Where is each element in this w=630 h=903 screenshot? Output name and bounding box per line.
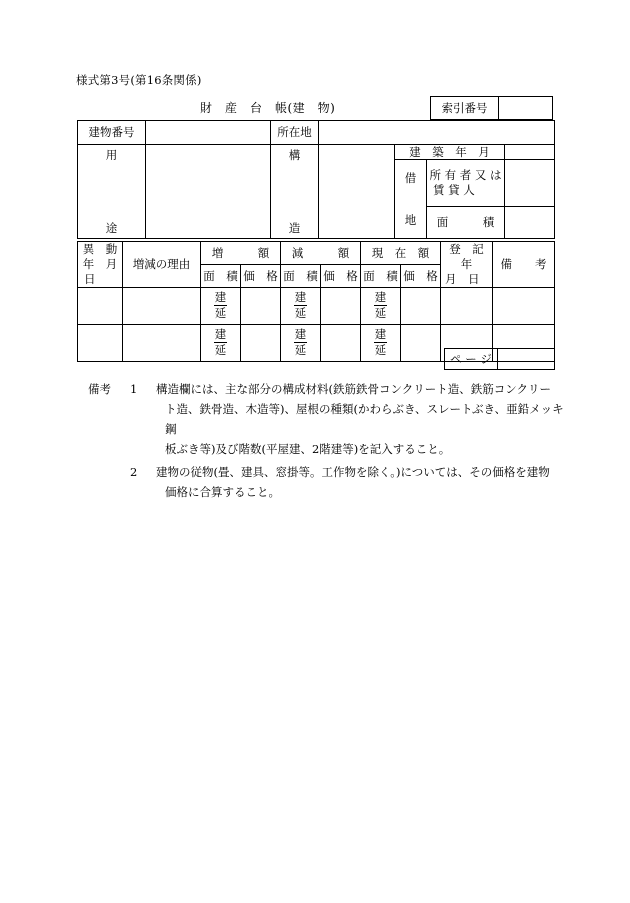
area-ken-label: 建 bbox=[294, 290, 308, 307]
column-header-current: 現 在 額 bbox=[361, 242, 441, 265]
table-row bbox=[445, 349, 555, 370]
note-line: 価格に合算すること。 bbox=[165, 484, 280, 499]
change-date-line3: 日 bbox=[84, 271, 96, 286]
area-ken-label: 建 bbox=[214, 290, 228, 307]
table-row bbox=[78, 287, 555, 324]
owner-or-lessor-label-line2: 賃 貸 人 bbox=[433, 183, 475, 198]
note-body-1 bbox=[156, 379, 568, 460]
notes-section bbox=[88, 379, 568, 502]
owner-or-lessor-label-line1: 所 有 者 又 は bbox=[429, 168, 502, 183]
page-value[interactable] bbox=[498, 349, 555, 370]
use-label-top: 用 bbox=[105, 148, 118, 162]
cell-reason[interactable] bbox=[123, 287, 201, 324]
note-body-2 bbox=[156, 462, 568, 502]
area-nobe-label: 延 bbox=[214, 343, 227, 358]
cell-decrease-area[interactable] bbox=[281, 324, 321, 361]
page-label: ペ ー ジ bbox=[445, 349, 498, 370]
note-item-2 bbox=[88, 462, 568, 502]
column-header-decrease-area: 面 積 bbox=[281, 264, 321, 287]
use-label bbox=[78, 145, 146, 239]
location-label: 所在地 bbox=[271, 121, 319, 145]
cell-increase-area[interactable] bbox=[201, 324, 241, 361]
area-ken-label: 建 bbox=[374, 327, 388, 344]
area-nobe-label: 延 bbox=[214, 306, 227, 321]
owner-or-lessor-value[interactable] bbox=[505, 160, 555, 207]
area-ken-label: 建 bbox=[294, 327, 308, 344]
column-header-current-area: 面 積 bbox=[361, 264, 401, 287]
cell-decrease-price[interactable] bbox=[321, 287, 361, 324]
build-date-value[interactable] bbox=[505, 145, 555, 160]
area-nobe-label: 延 bbox=[294, 343, 307, 358]
area-ken-label: 建 bbox=[374, 290, 388, 307]
cell-current-price[interactable] bbox=[401, 324, 441, 361]
registration-date-line2: 月 日 bbox=[445, 271, 480, 286]
leased-land-label bbox=[395, 160, 427, 239]
area-nobe-label: 延 bbox=[294, 306, 307, 321]
cell-increase-price[interactable] bbox=[241, 324, 281, 361]
note-number-1: 1 bbox=[130, 382, 138, 396]
index-number-box bbox=[430, 96, 553, 120]
cell-remarks[interactable] bbox=[493, 287, 555, 324]
leased-land-label-top: 借 bbox=[404, 171, 417, 186]
use-label-bottom: 途 bbox=[105, 220, 118, 235]
notes-label: 備考 bbox=[88, 382, 111, 396]
table-row bbox=[78, 121, 555, 145]
note-line: 構造欄には、主な部分の構成材料(鉄筋鉄骨コンクリート造、鉄筋コンクリー bbox=[156, 382, 552, 396]
cell-change-date[interactable] bbox=[78, 324, 123, 361]
cell-decrease-area[interactable] bbox=[281, 287, 321, 324]
land-area-label: 面 積 bbox=[427, 207, 505, 239]
table-header-row bbox=[78, 242, 555, 265]
ledger-table bbox=[77, 241, 555, 362]
index-number-label: 索引番号 bbox=[431, 97, 499, 119]
note-item-1 bbox=[88, 379, 568, 460]
cell-increase-area[interactable] bbox=[201, 287, 241, 324]
structure-value[interactable] bbox=[319, 145, 395, 239]
form-number: 様式第3号(第16条関係) bbox=[76, 73, 202, 87]
cell-current-area[interactable] bbox=[361, 287, 401, 324]
column-header-decrease: 減 額 bbox=[281, 242, 361, 265]
page-title: 財 産 台 帳(建 物) bbox=[200, 101, 336, 115]
build-date-label: 建 築 年 月 bbox=[395, 145, 505, 160]
cell-decrease-price[interactable] bbox=[321, 324, 361, 361]
note-line: ト造、鉄骨造、木造等)、屋根の種類(かわらぶき、スレートぶき、亜鉛メッキ鋼 bbox=[165, 402, 564, 437]
cell-change-date[interactable] bbox=[78, 287, 123, 324]
structure-label-bottom: 造 bbox=[288, 220, 301, 235]
leased-land-label-bottom: 地 bbox=[404, 212, 417, 227]
area-nobe-label: 延 bbox=[374, 306, 387, 321]
area-nobe-label: 延 bbox=[374, 343, 387, 358]
cell-current-area[interactable] bbox=[361, 324, 401, 361]
building-number-value[interactable] bbox=[146, 121, 271, 145]
change-date-line1: 異 動 bbox=[82, 242, 118, 256]
registration-date-line1: 登 記 年 bbox=[449, 242, 496, 271]
note-line: 板ぶき等)及び階数(平屋建、2階建等)を記入すること。 bbox=[165, 442, 451, 457]
column-header-remarks: 備 考 bbox=[493, 242, 555, 288]
cell-current-price[interactable] bbox=[401, 287, 441, 324]
structure-label bbox=[271, 145, 319, 239]
cell-increase-price[interactable] bbox=[241, 287, 281, 324]
structure-label-top: 構 bbox=[288, 148, 301, 162]
column-header-increase-price: 価 格 bbox=[241, 264, 281, 287]
use-value[interactable] bbox=[146, 145, 271, 239]
page-number-table bbox=[444, 348, 555, 370]
area-ken-label: 建 bbox=[214, 327, 228, 344]
change-date-line2: 年 月 bbox=[82, 256, 118, 271]
location-value[interactable] bbox=[319, 121, 555, 145]
table-row bbox=[78, 145, 555, 160]
note-line: 建物の従物(畳、建具、窓掛等。工作物を除く。)については、その価格を建物 bbox=[156, 464, 550, 479]
column-header-decrease-price: 価 格 bbox=[321, 264, 361, 287]
identity-table bbox=[77, 120, 555, 239]
column-header-registration-date bbox=[441, 242, 496, 288]
cell-registration-date[interactable] bbox=[441, 287, 493, 324]
note-number-2: 2 bbox=[130, 464, 138, 479]
index-number-value[interactable] bbox=[499, 97, 552, 119]
column-header-reason: 増減の理由 bbox=[123, 242, 201, 288]
land-area-value[interactable] bbox=[505, 207, 555, 239]
building-number-label: 建物番号 bbox=[78, 121, 146, 145]
column-header-increase-area: 面 積 bbox=[201, 264, 241, 287]
column-header-current-price: 価 格 bbox=[401, 264, 441, 287]
cell-reason[interactable] bbox=[123, 324, 201, 361]
owner-or-lessor-label bbox=[427, 160, 505, 207]
column-header-change-date bbox=[78, 242, 123, 288]
column-header-increase: 増 額 bbox=[201, 242, 281, 265]
